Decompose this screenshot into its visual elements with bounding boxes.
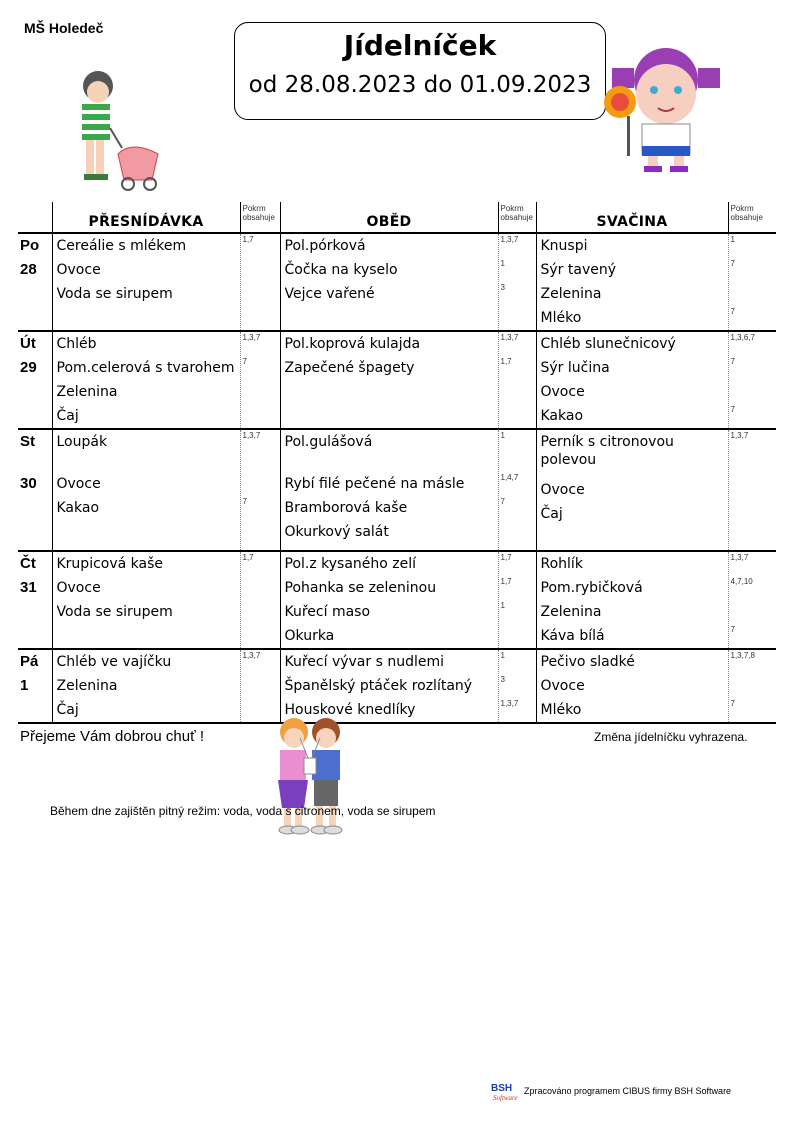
menu-item: Španělský ptáček rozlítaný [284, 678, 473, 694]
allergen-codes: 1 [500, 259, 505, 268]
menu-item: Pol.pórková [284, 238, 366, 254]
menu-item: Krupicová kaše [56, 556, 164, 572]
snack-pm-allergens [728, 429, 776, 551]
allergen-codes [731, 520, 777, 544]
day-abbr: Pá [20, 653, 39, 670]
menu-item: Rybí filé pečené na másle [284, 476, 465, 492]
day-abbr: Čt [20, 555, 36, 572]
allergen-codes: 1,7 [500, 577, 512, 586]
snack-am-items [52, 233, 240, 331]
menu-item: Ovoce [56, 580, 101, 596]
svg-text:Software: Software [493, 1094, 518, 1102]
allergen-codes [243, 600, 280, 624]
day-row [18, 429, 776, 551]
menu-item: Čaj [56, 408, 79, 424]
allergen-codes: 7 [730, 307, 735, 316]
allergen-codes: 1,3,7 [500, 235, 519, 244]
menu-item: Kuřecí vývar s nudlemi [284, 654, 445, 670]
allergen-codes: 3 [500, 283, 505, 292]
allergen-codes [731, 496, 777, 520]
allergen-codes [243, 404, 280, 428]
menu-item: Čaj [540, 506, 563, 522]
snack-am-header: PŘESNÍDÁVKA [52, 202, 240, 233]
snack-pm-allergens [728, 649, 776, 723]
snack-am-items [52, 649, 240, 723]
menu-item: Kakao [56, 500, 100, 516]
snack-am-items [52, 331, 240, 429]
allergen-codes [243, 282, 280, 306]
day-row [18, 331, 776, 429]
snack-am-allergens [240, 551, 280, 649]
menu-item [57, 624, 240, 648]
menu-item: Chléb [56, 336, 97, 352]
snack-am-items [52, 551, 240, 649]
snack-am-allergens [240, 233, 280, 331]
allergen-codes: 7 [242, 357, 247, 366]
allergen-codes [501, 404, 536, 428]
allergen-codes [501, 520, 536, 544]
allergen-codes: 1 [500, 601, 505, 610]
lunch-allergens [498, 331, 536, 429]
allergen-codes: 7 [730, 357, 735, 366]
menu-item: Ovoce [56, 476, 101, 492]
children-drinking-illustration [270, 712, 350, 840]
menu-item: Bramborová kaše [284, 500, 408, 516]
day-number: 29 [20, 359, 37, 376]
allergen-codes [243, 576, 280, 600]
allergen-codes [243, 258, 280, 282]
menu-item: Pol.z kysaného zelí [284, 556, 417, 572]
menu-item: Kuřecí maso [284, 604, 371, 620]
day-label [18, 551, 52, 649]
menu-body [18, 233, 776, 723]
day-label [18, 331, 52, 429]
menu-dates: od 28.08.2023 do 01.09.2023 [248, 72, 592, 98]
menu-item: Pečivo sladké [540, 654, 635, 670]
allergen-header: Pokrm obsahuje [728, 202, 776, 233]
lunch-items [280, 233, 498, 331]
day-number: 31 [20, 579, 37, 596]
menu-item: Pol.koprová kulajda [284, 336, 421, 352]
menu-item: Mléko [540, 702, 582, 718]
allergen-codes: 1,7 [242, 553, 254, 562]
day-column-header [18, 202, 52, 233]
allergen-codes [243, 624, 280, 648]
allergen-codes: 1,3,7 [500, 333, 519, 342]
day-row [18, 551, 776, 649]
menu-header-row [18, 202, 776, 233]
allergen-codes: 1,3,7,8 [730, 651, 755, 660]
menu-item: Okurka [284, 628, 335, 644]
lunch-allergens [498, 649, 536, 723]
menu-item: Cereálie s mlékem [56, 238, 187, 254]
menu-item [285, 306, 498, 330]
menu-item: Sýr lučina [540, 360, 610, 376]
girl-with-stroller-illustration [60, 68, 170, 196]
day-number: 1 [20, 677, 29, 694]
allergen-codes [731, 380, 777, 404]
allergen-codes [243, 380, 280, 404]
allergen-codes: 1,7 [500, 553, 512, 562]
lunch-items [280, 331, 498, 429]
lunch-header: OBĚD [280, 202, 498, 233]
menu-item: Voda se sirupem [56, 604, 173, 620]
allergen-codes [731, 282, 777, 306]
menu-item: Okurkový salát [284, 524, 389, 540]
snack-pm-items [536, 649, 728, 723]
girl-with-lollipop-illustration [596, 40, 736, 174]
menu-table [18, 202, 776, 724]
allergen-codes: 1 [500, 651, 505, 660]
day-label [18, 429, 52, 551]
allergen-codes: 1,7 [500, 357, 512, 366]
day-abbr: Po [20, 237, 40, 254]
snack-am-allergens [240, 429, 280, 551]
allergen-codes [731, 600, 777, 624]
day-label [18, 649, 52, 723]
menu-item [541, 526, 728, 550]
day-number: 28 [20, 261, 37, 278]
bsh-logo [490, 1080, 520, 1102]
menu-item: Perník s citronovou polevou [540, 434, 674, 468]
allergen-codes: 1,3,7 [730, 553, 749, 562]
allergen-codes [731, 472, 777, 496]
allergen-codes: 1,4,7 [500, 473, 519, 482]
allergen-codes: 7 [730, 699, 735, 708]
allergen-codes: 1 [500, 431, 505, 440]
bon-appetit-text: Přejeme Vám dobrou chuť ! [20, 728, 205, 745]
menu-title: Jídelníček [343, 29, 497, 62]
menu-item: Pom.celerová s tvarohem [56, 360, 235, 376]
menu-item: Ovoce [540, 384, 585, 400]
lunch-items [280, 429, 498, 551]
menu-item: Vejce vařené [284, 286, 375, 302]
allergen-codes [501, 624, 536, 648]
menu-item [285, 380, 498, 404]
menu-item: Zelenina [540, 286, 602, 302]
menu-item: Čaj [56, 702, 79, 718]
allergen-codes [243, 520, 280, 544]
day-label [18, 233, 52, 331]
menu-item: Kakao [540, 408, 584, 424]
menu-item: Čočka na kyselo [284, 262, 398, 278]
allergen-codes [731, 674, 777, 698]
allergen-codes: 1,3,7 [242, 651, 261, 660]
allergen-codes: 7 [500, 497, 505, 506]
allergen-codes: 4,7,10 [730, 577, 753, 586]
day-abbr: St [20, 433, 35, 450]
menu-item: Mléko [540, 310, 582, 326]
snack-pm-allergens [728, 233, 776, 331]
snack-pm-allergens [728, 331, 776, 429]
menu-item: Loupák [56, 434, 108, 450]
allergen-codes: 7 [730, 625, 735, 634]
menu-item: Pol.gulášová [284, 434, 373, 450]
allergen-header: Pokrm obsahuje [498, 202, 536, 233]
allergen-codes: 3 [500, 675, 505, 684]
snack-pm-header: SVAČINA [536, 202, 728, 233]
allergen-codes [243, 472, 280, 496]
allergen-codes: 7 [730, 405, 735, 414]
menu-item [57, 520, 240, 544]
svg-text:BSH: BSH [491, 1083, 513, 1094]
snack-am-items [52, 429, 240, 551]
allergen-codes: 1,3,7 [242, 333, 261, 342]
menu-item [57, 306, 240, 330]
allergen-codes: 1,7 [242, 235, 254, 244]
menu-item [285, 404, 498, 428]
snack-pm-items [536, 551, 728, 649]
allergen-codes [243, 674, 280, 698]
snack-am-allergens [240, 331, 280, 429]
allergen-codes: 1,3,6,7 [730, 333, 755, 342]
menu-item: Zelenina [56, 384, 118, 400]
menu-item: Zelenina [56, 678, 118, 694]
allergen-codes [501, 380, 536, 404]
allergen-header: Pokrm obsahuje [240, 202, 280, 233]
menu-item: Pohanka se zeleninou [284, 580, 437, 596]
menu-item: Ovoce [540, 678, 585, 694]
day-row [18, 233, 776, 331]
day-abbr: Út [20, 335, 36, 352]
lunch-allergens [498, 233, 536, 331]
allergen-codes: 1,3,7 [730, 431, 749, 440]
snack-pm-allergens [728, 551, 776, 649]
day-number: 30 [20, 475, 37, 492]
menu-item: Ovoce [540, 482, 585, 498]
menu-item: Chléb slunečnicový [540, 336, 676, 352]
menu-change-notice: Změna jídelníčku vyhrazena. [594, 730, 748, 744]
menu-item: Rohlík [540, 556, 583, 572]
allergen-codes [243, 306, 280, 330]
menu-item: Pom.rybičková [540, 580, 643, 596]
snack-pm-items [536, 429, 728, 551]
lunch-items [280, 551, 498, 649]
menu-item: Knuspi [540, 238, 588, 254]
menu-item: Zapečené špagety [284, 360, 415, 376]
menu-item: Ovoce [56, 262, 101, 278]
drinking-regime-text: Během dne zajištěn pitný režim: voda, voda s citronem, voda se sirupem [50, 804, 436, 818]
school-name: MŠ Holedeč [24, 20, 104, 36]
allergen-codes: 1 [730, 235, 735, 244]
allergen-codes: 1,3,7 [242, 431, 261, 440]
menu-item: Káva bílá [540, 628, 605, 644]
menu-item: Sýr tavený [540, 262, 617, 278]
allergen-codes: 7 [242, 497, 247, 506]
menu-item: Chléb ve vajíčku [56, 654, 172, 670]
software-credit: Zpracováno programem CIBUS firmy BSH Software [524, 1086, 732, 1096]
lunch-allergens [498, 429, 536, 551]
title-box [234, 22, 606, 120]
menu-item: Voda se sirupem [56, 286, 173, 302]
menu-item: Houskové knedlíky [284, 702, 416, 718]
day-row [18, 649, 776, 723]
lunch-allergens [498, 551, 536, 649]
snack-pm-items [536, 233, 728, 331]
allergen-codes [501, 306, 536, 330]
snack-pm-items [536, 331, 728, 429]
allergen-codes: 1,3,7 [500, 699, 519, 708]
menu-item: Zelenina [540, 604, 602, 620]
allergen-codes: 7 [730, 259, 735, 268]
